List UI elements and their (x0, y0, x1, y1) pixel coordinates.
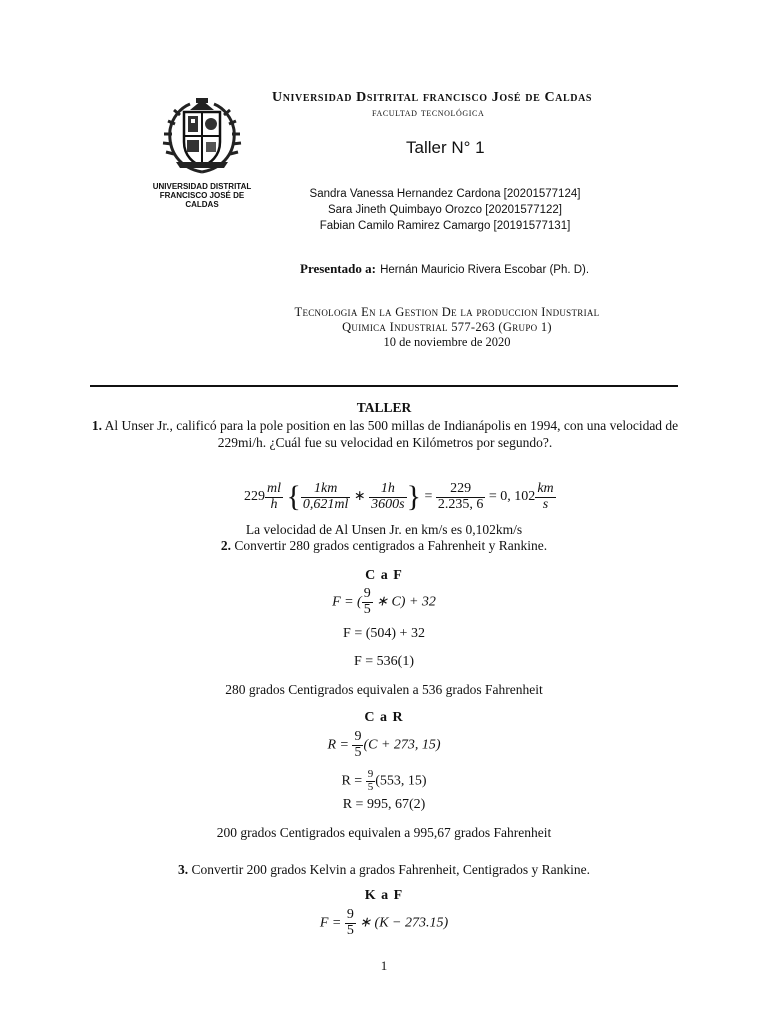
eq1-f2-den: 0,621ml (302, 496, 349, 512)
question-1-line1: Al Unser Jr., calificó para la pole position en las 500 millas de Indianápolis en 1994, con una velocidad de (104, 418, 679, 433)
question-2-number: 2. (220, 538, 232, 553)
car-eq2-den: 5 (367, 780, 374, 793)
kaf-eq1-rhs: ∗ (K − 273.15) (359, 915, 449, 931)
question-3 (0, 862, 768, 878)
car-eq1-frac (352, 730, 363, 760)
kaf-eq1-den: 5 (346, 922, 354, 938)
kaf-eq1-num: 9 (346, 907, 354, 922)
author-2: Sara Jineth Quimbayo Orozco [20201577122] (328, 204, 562, 216)
eq1-lead: 229 (244, 489, 265, 505)
author-list (300, 186, 590, 234)
eq1-right-brace: } (406, 480, 421, 513)
question-1 (88, 417, 682, 451)
author-1: Sandra Vanessa Hernandez Cardona [20201577124] (309, 188, 581, 200)
caf-eq1-den: 5 (363, 601, 371, 617)
author-3: Fabian Camilo Ramirez Camargo [20191577131] (319, 220, 571, 232)
course-line-1: Tecnologia En la Gestion De la produccion Industrial (294, 305, 600, 319)
eq1-frac-5 (535, 482, 555, 512)
course-info (284, 305, 610, 350)
eq1-f5-num: km (537, 480, 554, 496)
question-3-text: Convertir 200 grados Kelvin a grados Fahrenheit, Centigrados y Rankine. (191, 862, 591, 877)
car-eq2-lhs: R = (341, 773, 363, 789)
course-line-2: Quimica Industrial 577-263 (Grupo 1) (342, 320, 552, 334)
kaf-equation-1 (0, 908, 768, 938)
logo-text-line2: FRANCISCO JOSÉ DE CALDAS (159, 191, 245, 209)
faculty-name: facultad tecnológica (372, 107, 485, 119)
caf-eq1-lhs: F = ( (332, 594, 362, 610)
eq1-star: ∗ (353, 489, 366, 505)
kaf-title: K a F (364, 888, 404, 903)
caf-equation-3: F = 536(1) (353, 654, 414, 669)
page-number: 1 (380, 958, 388, 973)
eq1-frac-1 (265, 482, 283, 512)
car-equation-3: R = 995, 67(2) (342, 797, 426, 812)
caf-eq1-rhs: ∗ C) + 32 (376, 594, 436, 610)
presented-name: Hernán Mauricio Rivera Escobar (Ph. D). (380, 264, 590, 276)
caf-equation-1 (0, 587, 768, 617)
car-eq1-den: 5 (354, 744, 362, 760)
car-title: C a R (364, 710, 404, 725)
eq1-f3-num: 1h (369, 482, 406, 498)
question-1-number: 1. (91, 418, 102, 433)
presented-label: Presentado a: (300, 261, 376, 276)
car-eq2-rhs: (553, 15) (375, 773, 427, 789)
eq1-f1-den: h (270, 496, 278, 512)
question-1-line2: 229mi/h. ¿Cuál fue su velocidad en Kilómetros por segundo?. (217, 435, 553, 450)
eq1-f3-den: 3600s (371, 496, 405, 512)
car-eq2-num: 9 (367, 768, 374, 780)
car-eq2-frac (366, 769, 376, 793)
car-equation-1 (0, 730, 768, 760)
eq1-result: = 0, 102 (488, 489, 536, 505)
caf-eq1-frac (362, 587, 373, 617)
university-logo (150, 96, 254, 209)
logo-text-line1: UNIVERSIDAD DISTRITAL (152, 182, 252, 191)
caf-title: C a F (365, 568, 403, 583)
eq1-f1-num: ml (267, 480, 281, 496)
car-equation-2 (0, 769, 768, 793)
caf-result: 280 grados Centigrados equivalen a 536 grados Fahrenheit (225, 682, 543, 697)
eq1-f4-den: 2.235, 6 (437, 496, 484, 512)
document-date: 10 de noviembre de 2020 (383, 335, 511, 349)
car-eq1-rhs: (C + 273, 15) (363, 737, 441, 753)
section-title: TALLER (356, 400, 412, 415)
eq1-frac-3 (369, 482, 406, 512)
question-1-result: La velocidad de Al Unsen Jr. en km/s es 0,102km/s (245, 522, 523, 537)
horizontal-rule (90, 385, 678, 387)
question-2-text: Convertir 280 grados centigrados a Fahrenheit y Rankine. (234, 538, 548, 553)
car-result: 200 grados Centigrados equivalen a 995,67 grados Fahrenheit (216, 825, 552, 840)
eq1-equals: = (424, 489, 433, 505)
eq1-f5-den: s (542, 496, 549, 512)
page-title: Taller N° 1 (406, 138, 485, 157)
presented-to (300, 261, 589, 277)
eq1-frac-2 (301, 482, 351, 512)
question-3-number: 3. (177, 862, 189, 877)
eq1-frac-4 (436, 482, 486, 512)
eq1-f4-num: 229 (436, 482, 486, 498)
eq1-left-brace: { (286, 480, 301, 513)
university-name: Universidad Dsitrital francisco José de Caldas (272, 90, 593, 105)
eq1-f2-num: 1km (301, 482, 351, 498)
caf-equation-2: F = (504) + 32 (343, 626, 425, 641)
caf-eq1-num: 9 (363, 586, 371, 601)
car-eq1-lhs: R = (327, 737, 349, 753)
kaf-eq1-frac (345, 908, 356, 938)
kaf-eq1-lhs: F = (319, 915, 342, 931)
question-2 (0, 538, 768, 554)
equation-1 (244, 480, 556, 514)
university-seal-icon (150, 96, 254, 176)
car-eq1-num: 9 (354, 729, 362, 744)
